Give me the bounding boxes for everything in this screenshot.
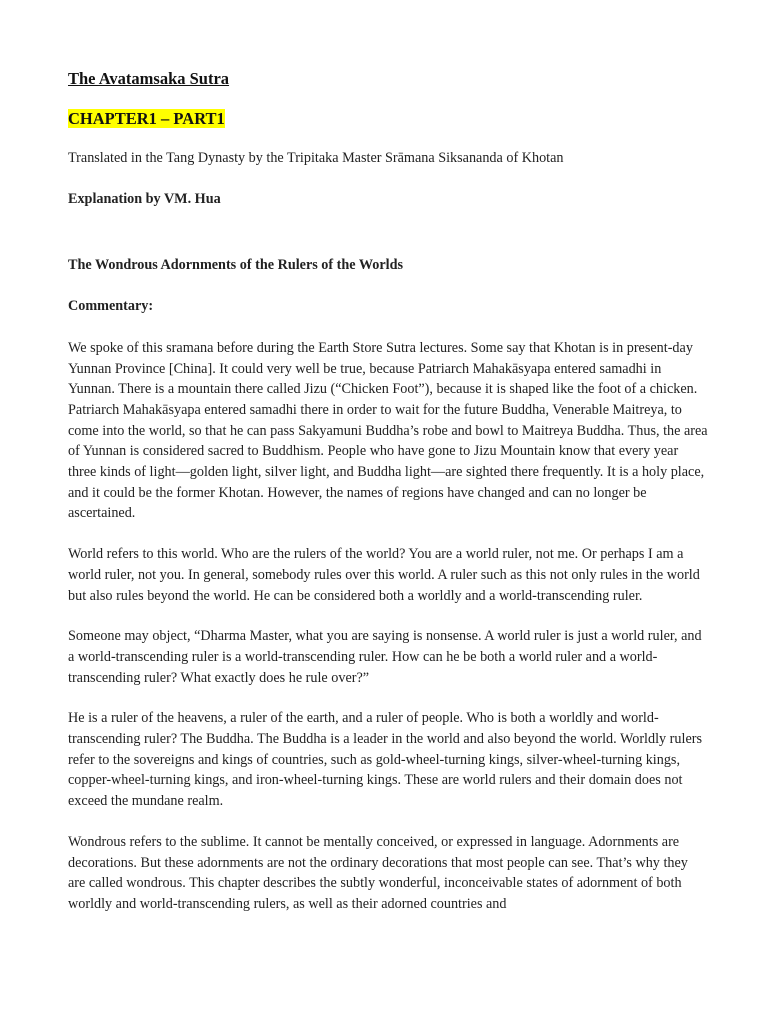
explanation-credit: Explanation by VM. Hua [68, 190, 221, 207]
paragraph-5: Wondrous refers to the sublime. It cannot be mentally conceived, or expressed in language. Adornments are decorations. But these adornments are not the ordinary decorations that most people can see. That’s why they are called wondrous. This chapter describes the subtly wonderful, inconceivable states of adornment of both worldly and world-transcending rulers, as well as their adorned countries and [68, 833, 688, 912]
commentary-label: Commentary: [68, 298, 154, 315]
section-heading: The Wondrous Adornments of the Rulers of the Worlds [68, 257, 404, 274]
paragraph-3: Someone may object, “Dharma Master, what you are saying is nonsense. A world ruler is just a world ruler, and a world-transcending ruler is a world-transcending ruler. How can he be both a world ruler and a world-transcending ruler? What exactly does he rule over?” [68, 628, 702, 686]
paragraph-4: He is a ruler of the heavens, a ruler of the earth, and a ruler of people. Who is both a worldly and world-transcending ruler? The Buddha. The Buddha is a leader in the world and also beyond the world. Worldly rulers refer to the sovereigns and kings of countries, such as gold-wheel-turning kings, silver-wheel-turning kings, copper-wheel-turning kings, and iron-wheel-turning kings. These are world rulers and their domain does not exceed the mundane realm. [68, 710, 702, 810]
paragraph-2: World refers to this world. Who are the rulers of the world? You are a world ruler, not me. Or perhaps I am a world ruler, not you. In general, somebody rules over this world. A ruler such as this not only rules in the world but also rules beyond the world. He can be considered both a worldly and a world-transcending ruler. [68, 546, 700, 604]
translation-credit: Translated in the Tang Dynasty by the Tripitaka Master Srāmana Siksananda of Khotan [68, 150, 564, 166]
chapter-heading [68, 108, 708, 130]
chapter-highlight: CHAPTER1 – PART1 [68, 109, 225, 128]
document-title: The Avatamsaka Sutra [68, 69, 230, 88]
document-page [68, 68, 708, 915]
paragraph-1: We spoke of this sramana before during the Earth Store Sutra lectures. Some say that Khotan is in present-day Yunnan Province [China]. It could very well be true, because Patriarch Mahakāsyapa entered samadhi in Yunnan. There is a mountain there called Jizu (“Chicken Foot”), because it is shaped like the foot of a chicken. Patriarch Mahakāsyapa entered samadhi there in order to wait for the future Buddha, Venerable Maitreya, to come into the world, so that he can pass Sakyamuni Buddha’s robe and bowl to Maitreya Buddha. Thus, the area of Yunnan is considered sacred to Buddhism. People who have gone to Jizu Mountain know that every year three kinds of light—golden light, silver light, and Buddha light—are sighted there frequently. It is a holy place, and it could be the former Khotan. However, the names of regions have changed and can no longer be ascertained. [68, 339, 708, 522]
